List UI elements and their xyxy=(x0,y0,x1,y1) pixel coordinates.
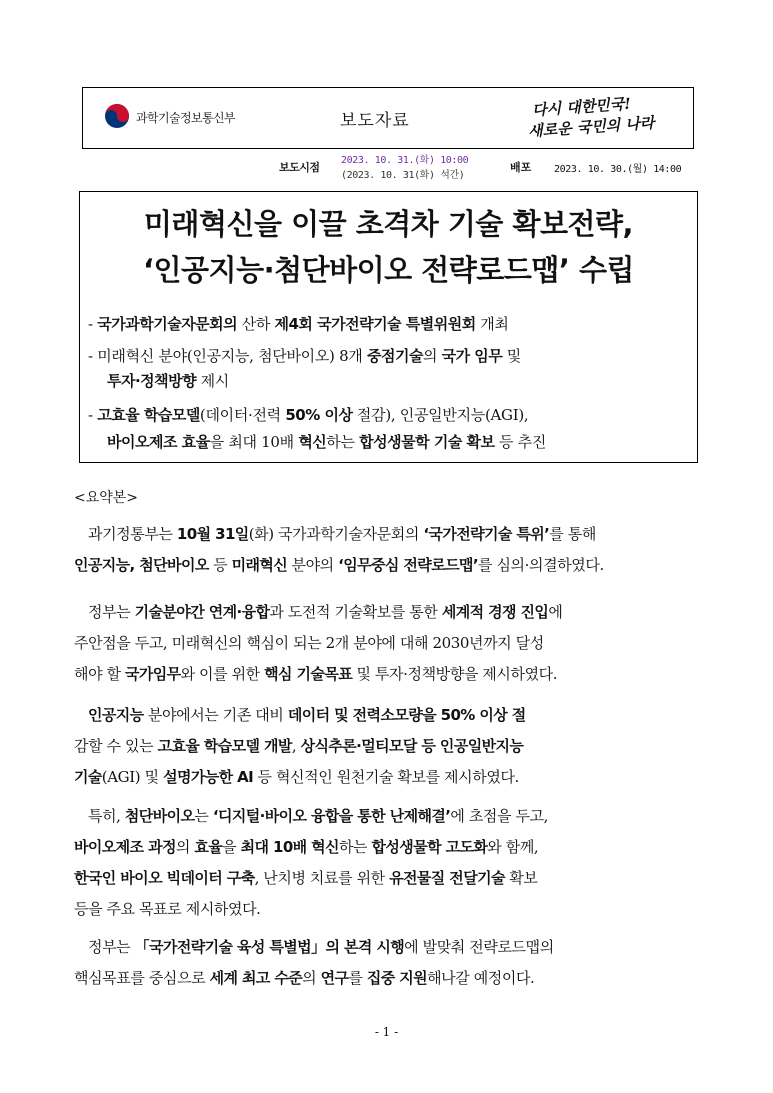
headline-line1: 미래혁신을 이끌 초격차 기술 확보전략, xyxy=(143,207,634,241)
distribution-label: 배포 xyxy=(510,161,532,174)
bullet-2-cont: 투자·정책방향 제시 xyxy=(107,372,229,390)
bullet-3: - 고효율 학습모델(데이터·전력 50% 이상 절감), 인공일반지능(AGI), xyxy=(88,406,529,424)
bullet-3-cont: 바이오제조 효율을 최대 10배 혁신하는 합성생물학 기술 확보 등 추진 xyxy=(107,433,547,451)
page-number: - 1 - xyxy=(374,1025,399,1039)
slogan-line2: 새로운 국민의 나라 xyxy=(527,113,655,141)
taegeuk-emblem-icon xyxy=(104,103,130,129)
bullet-2: - 미래혁신 분야(인공지능, 첨단바이오) 8개 중점기술의 국가 임무 및 xyxy=(88,347,521,365)
paragraph-4: 특히, 첨단바이오는 ‘디지털·바이오 융합을 통한 난제해결’에 초점을 두고, 바이오제조 과정의 효율을 최대 10배 혁신하는 합성생물학 고도화와 함께, 한국인 바이오 빅데이터 구축, 난치병 치료를 위한 유전물질 전달기술 확보 등을 주요 목표로 제시하였다. xyxy=(74,807,549,918)
distribution-time: 2023. 10. 30.(월) 14:00 xyxy=(554,164,682,175)
release-time-sub: (2023. 10. 31(화) 석간) xyxy=(341,170,465,181)
summary-heading: <요약본> xyxy=(74,490,139,506)
paragraph-3: 인공지능 분야에서는 기존 대비 데이터 및 전력소모량을 50% 이상 절 감할 수 있는 고효율 학습모델 개발, 상식추론·멀티모달 등 인공일반지능 기술(AGI) 및 설명가능한 AI 등 혁신적인 원천기술 확보를 제시하였다. xyxy=(74,706,526,786)
slogan-line1: 다시 대한민국! xyxy=(531,94,632,120)
document-type: 보도자료 xyxy=(340,111,410,131)
paragraph-2: 정부는 기술분야간 연계·융합과 도전적 기술확보를 통한 세계적 경쟁 진입에 주안점을 두고, 미래혁신의 핵심이 되는 2개 분야에 대해 2030년까지 달성 해야 할 국가임무와 이를 위한 핵심 기술목표 및 투자·정책방향을 제시하였다. xyxy=(74,603,563,683)
paragraph-1: 과기정통부는 10월 31일(화) 국가과학기술자문회의 ‘국가전략기술 특위’를 통해 인공지능, 첨단바이오 등 미래혁신 분야의 ‘임무중심 전략로드맵’를 심의·의결하였다. xyxy=(74,525,604,574)
ministry-name: 과학기술정보통신부 xyxy=(136,111,235,125)
bullet-1: - 국가과학기술자문회의 산하 제4회 국가전략기술 특별위원회 개최 xyxy=(88,315,509,333)
release-time-label: 보도시점 xyxy=(279,161,320,174)
paragraph-5: 정부는 「국가전략기술 육성 특별법」의 본격 시행에 발맞춰 전략로드맵의 핵심목표를 중심으로 세계 최고 수준의 연구를 집중 지원해나갈 예정이다. xyxy=(74,938,554,987)
headline-line2: ‘인공지능·첨단바이오 전략로드맵’ 수립 xyxy=(143,253,634,287)
release-time: 2023. 10. 31.(화) 10:00 xyxy=(341,155,469,166)
